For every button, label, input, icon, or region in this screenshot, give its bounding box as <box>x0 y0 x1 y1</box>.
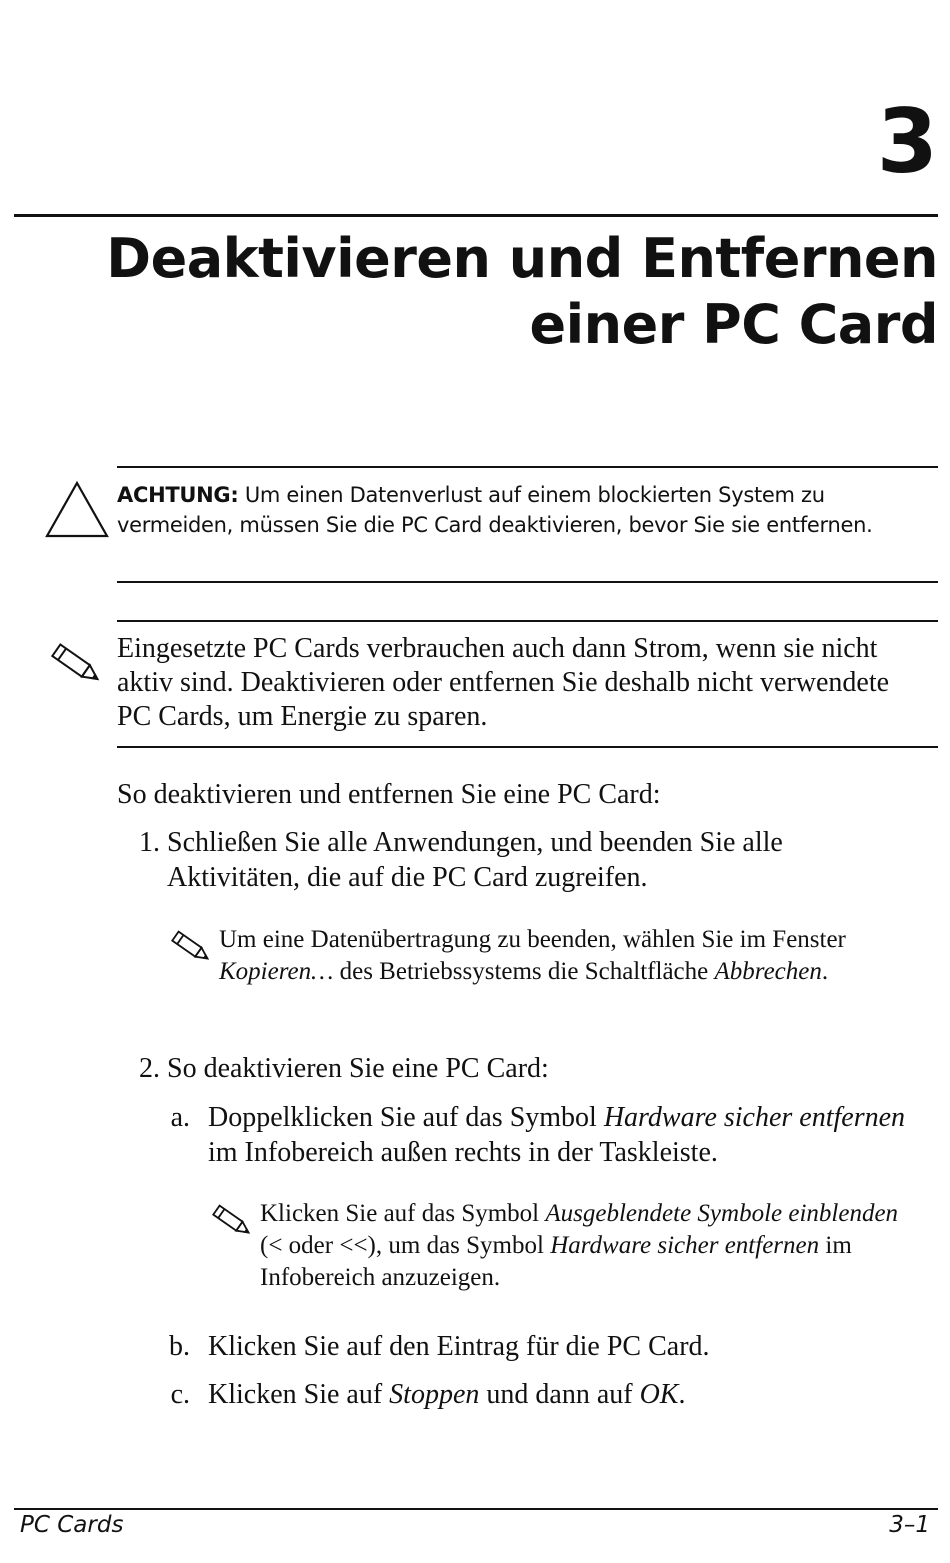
pencil-note-icon <box>44 640 108 688</box>
footer-page-number: 3–1 <box>889 1512 930 1538</box>
step-1-note-kopieren: Kopieren… <box>219 958 334 985</box>
step-2-number: 2. <box>139 1053 160 1084</box>
caution-text <box>117 480 897 540</box>
caution-body: Um einen Datenverlust auf einem blockierten System zu vermeiden, müssen Sie die PC Card deaktivieren, bevor Sie sie entfernen. <box>117 483 873 537</box>
note-top-rule <box>117 620 938 622</box>
chapter-title-line-1: Deaktivieren und Entfernen <box>106 227 938 290</box>
substep-c-text <box>208 1377 928 1412</box>
substep-a-letter: a. <box>170 1102 190 1133</box>
step-2-text: So deaktivieren Sie eine PC Card: <box>167 1053 549 1084</box>
step-1-note-text <box>219 924 899 988</box>
step-1-note-abbrechen: Abbrechen <box>714 958 822 985</box>
chapter-rule <box>14 214 938 217</box>
note-bottom-rule <box>117 746 938 748</box>
caution-bottom-rule <box>117 581 938 583</box>
substep-b-text: Klicken Sie auf den Eintrag für die PC Card. <box>208 1331 710 1362</box>
substep-a-note-pencil-icon <box>207 1202 257 1240</box>
substep-a-note-part-3: im Infobereich anzuzeigen. <box>260 1232 852 1291</box>
substep-c-part-2: und dann auf <box>479 1379 640 1410</box>
footer-section-title: PC Cards <box>20 1512 124 1538</box>
substep-a-note-part-1: Klicken Sie auf das Symbol <box>260 1200 546 1227</box>
substep-a-part-1: Doppelklicken Sie auf das Symbol <box>208 1102 604 1133</box>
substep-a-hardware-sicher-entfernen: Hardware sicher entfernen <box>603 1102 906 1133</box>
warning-triangle-icon <box>44 480 110 540</box>
substep-a-note-hardware-sicher-entfernen: Hardware sicher entfernen <box>550 1232 820 1259</box>
step-1-text: Schließen Sie alle Anwendungen, und beenden Sie alle Aktivitäten, die auf die PC Card zugreifen. <box>167 827 783 893</box>
substep-a-note-ausgeblendete-symbole: Ausgeblendete Symbole einblenden <box>545 1200 899 1227</box>
step-1-note-pencil-icon <box>166 928 216 966</box>
substep-a-part-2: im Infobereich außen rechts in der Taskleiste. <box>208 1137 718 1168</box>
step-1-note-part-3: . <box>821 958 829 985</box>
substep-c-part-3: . <box>678 1379 686 1410</box>
substep-a-note-part-2: (< oder <<), um das Symbol <box>260 1232 551 1259</box>
intro-text: So deaktivieren und entfernen Sie eine PC Card: <box>117 779 661 810</box>
step-1-note-part-2: des Betriebssystems die Schaltfläche <box>333 958 715 985</box>
caution-top-rule <box>117 466 938 468</box>
substep-a-note-text <box>260 1198 900 1294</box>
substep-c-letter: c. <box>170 1379 190 1410</box>
caution-label: ACHTUNG: <box>117 483 239 507</box>
chapter-title <box>106 226 938 358</box>
chapter-title-line-2: einer PC Card <box>529 293 938 356</box>
substep-c-stoppen: Stoppen <box>389 1379 480 1410</box>
substep-c-part-1: Klicken Sie auf <box>208 1379 390 1410</box>
chapter-number: 3 <box>876 90 936 193</box>
substep-c-ok: OK <box>639 1379 679 1410</box>
substep-a-text <box>208 1100 928 1170</box>
footer-rule <box>14 1508 938 1510</box>
step-1-note-part-1: Um eine Datenübertragung zu beenden, wählen Sie im Fenster <box>219 926 846 953</box>
step-1-number: 1. <box>139 827 160 858</box>
substep-b-letter: b. <box>169 1331 190 1362</box>
note-text: Eingesetzte PC Cards verbrauchen auch dann Strom, wenn sie nicht aktiv sind. Deaktivieren oder entfernen Sie deshalb nicht verwendete PC Cards, um Energie zu sparen. <box>117 633 890 732</box>
